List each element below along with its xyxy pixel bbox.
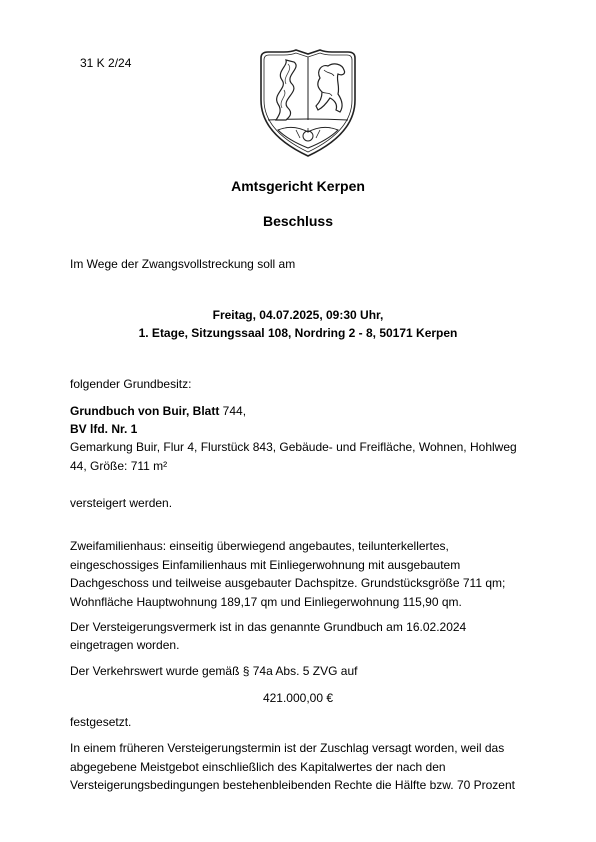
court-name: Amtsgericht Kerpen xyxy=(231,178,365,194)
value-outro: festgesetzt. xyxy=(70,715,132,729)
value-intro: Der Verkehrswert wurde gemäß § 74a Abs. 5 ZVG auf xyxy=(70,664,358,678)
gemarkung-line: Gemarkung Buir, Flur 4, Flurstück 843, Gebäude- und Freifläche, Wohnen, Hohlweg xyxy=(70,440,517,454)
property-intro: folgender Grundbesitz: xyxy=(70,377,192,391)
bv-number: BV lfd. Nr. 1 xyxy=(70,422,138,436)
earlier-line: In einem früheren Versteigerungstermin ist der Zuschlag versagt worden, weil das xyxy=(70,741,505,755)
description-line: Wohnfläche Hauptwohnung 189,17 qm und Einliegerwohnung 115,90 qm. xyxy=(70,595,462,609)
vermerk-line: Der Versteigerungsvermerk ist in das genannte Grundbuch am 16.02.2024 xyxy=(70,620,467,634)
description-line: Dachgeschoss und teilweise ausgebauter Dachspitze. Grundstücksgröße 711 qm; xyxy=(70,576,506,590)
grundbuch-label: Grundbuch von Buir, Blatt xyxy=(70,404,220,418)
document-type: Beschluss xyxy=(262,213,334,229)
earlier-line: Versteigerungsbedingungen bestehenbleibenden Rechte die Hälfte bzw. 70 Prozent xyxy=(70,778,515,792)
earlier-line: abgegebene Meistgebot einschließlich des Kapitalwertes der nach den xyxy=(70,760,446,774)
auction-date: Freitag, 04.07.2025, 09:30 Uhr, xyxy=(212,308,384,322)
nrw-coat-of-arms-icon xyxy=(258,48,358,160)
grundbuch-line xyxy=(70,403,246,420)
auction-location: 1. Etage, Sitzungssaal 108, Nordring 2 - 8, 50171 Kerpen xyxy=(138,326,458,340)
description-line: eingeschossiges Einfamilienhaus mit Einliegerwohnung mit ausgebautem xyxy=(70,558,461,572)
gemarkung-line: 44, Größe: 711 m² xyxy=(70,459,168,473)
market-value: 421.000,00 € xyxy=(262,691,334,705)
grundbuch-number: 744, xyxy=(219,404,247,418)
intro-text: Im Wege der Zwangsvollstreckung soll am xyxy=(70,257,296,271)
description-line: Zweifamilienhaus: einseitig überwiegend angebautes, teilunterkellertes, xyxy=(70,539,449,553)
auction-statement: versteigert werden. xyxy=(70,496,173,510)
vermerk-line: eingetragen worden. xyxy=(70,638,180,652)
file-number: 31 K 2/24 xyxy=(80,56,132,70)
